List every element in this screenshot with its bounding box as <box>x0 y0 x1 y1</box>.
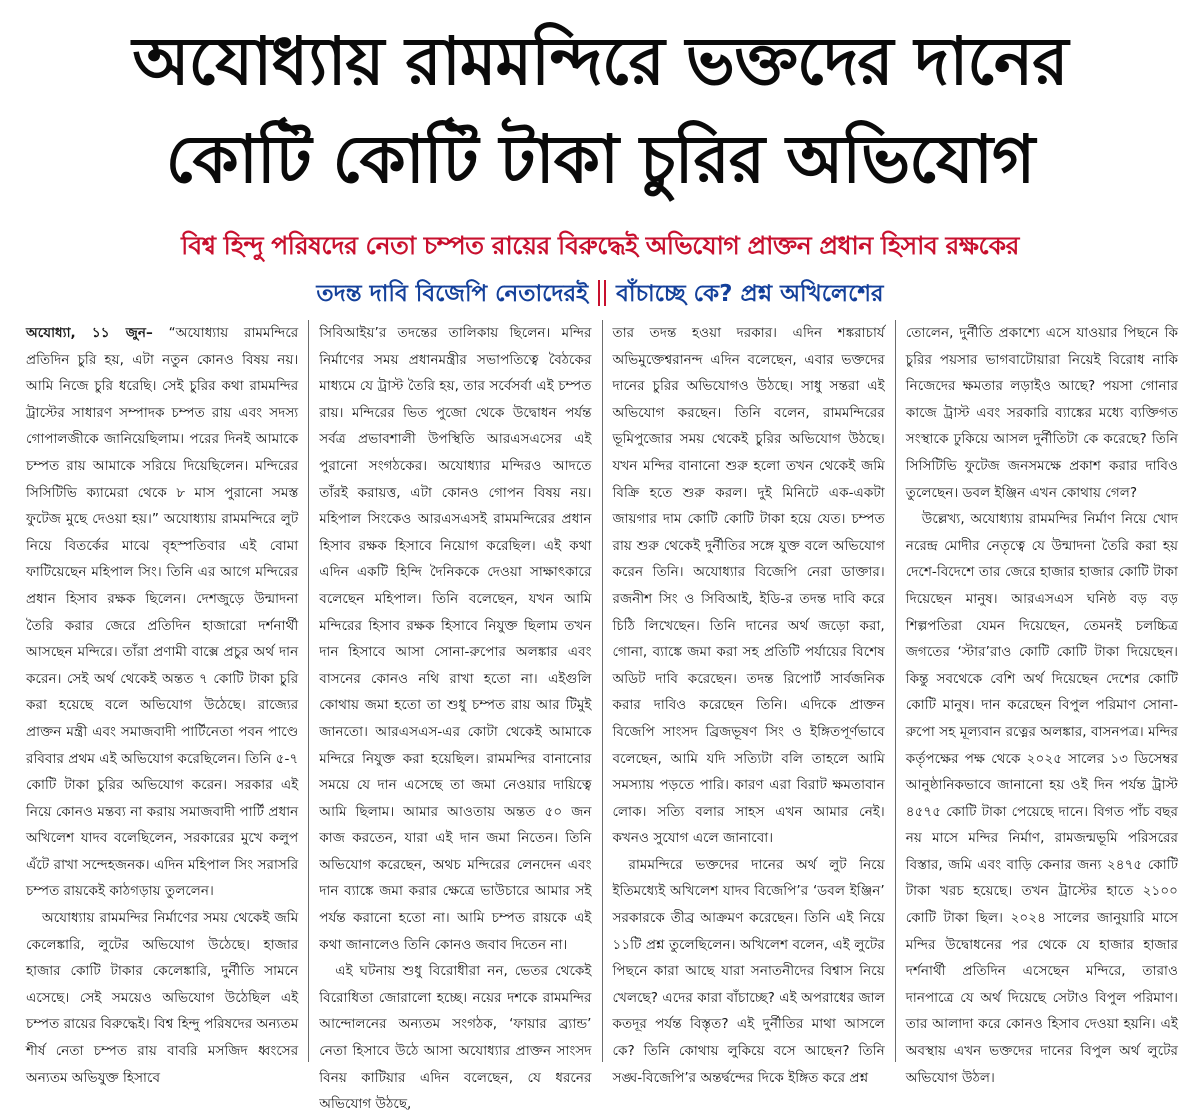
article-column-3 <box>602 320 895 1086</box>
tagline-divider <box>598 280 600 306</box>
tagline-left: তদন্ত দাবি বিজেপি নেতাদেরই <box>316 281 589 307</box>
subheadline: বিশ্ব হিন্দু পরিষদের নেতা চম্পত রায়ের বিরুদ্ধেই অভিযোগ প্রাক্তন প্রধান হিসাব রক্ষকের <box>181 231 1019 260</box>
article-paragraph: তোলেন, দুর্নীতি প্রকাশ্যে এসে যাওয়ার পিছনে কি চুরির পয়সার ভাগবাটোয়ারা নিয়েই বিরোধ নাকি নিজেদের ক্ষমতার লড়াইও আছে? পয়সা গোনার কাজে ট্রাস্ট এবং সরকারি ব্যাঙ্কের মধ্যে ব্যক্তিগত সংস্থাকে ঢুকিয়ে আসল দুর্নীতিটা কে করেছে? তিনি সিসিটিভি ফুটেজ জনসমক্ষে প্রকাশ করার দাবিও তুলেছেন। ডবল ইঞ্জিন এখন কোথায় গেল? <box>905 325 1178 501</box>
article-column-1 <box>16 320 308 1086</box>
dateline: অযোধ্যা, ১১ জুন– <box>26 325 153 341</box>
article-paragraph: সিবিআইয়’র তদন্তের তালিকায় ছিলেন। মন্দির নির্মাণের সময় প্রধানমন্ত্রীর সভাপতিত্বে বৈঠকের মাধ্যমে যে ট্রাস্ট তৈরি হয়, তার সর্বেসর্বা এই চম্পত রায়। মন্দিরের ভিত পুজো থেকে উদ্বোধন পর্যন্ত সর্বত্র প্রভাবশালী উপস্থিতি আরএসএসের এই পুরানো সংগঠকের। অযোধ্যার মন্দিরও আদতে তাঁরই করায়ত্ত, এটা কোনও গোপন বিষয় নয়। মহিপাল সিংকেও আরএসএসই রামমন্দিরের প্রধান হিসাব রক্ষক হিসাবে নিয়োগ করেছিল। এই কথা এদিন একটি হিন্দি দৈনিককে দেওয়া সাক্ষাৎকারে বলেছেন মহিপাল। তিনি বলেছেন, যখন আমি মন্দিরের হিসাব রক্ষক হিসাবে নিযুক্ত ছিলাম তখন দান হিসাবে আসা সোনা-রুপোর অলঙ্কার এবং বাসনের কোনও নথি রাখা হতো না। এইগুলি কোথায় জমা হতো তা শুধু চম্পত রায় আর টিমুই জানতো। আরএসএস-এর কোটা থেকেই আমাকে মন্দিরে নিযুক্ত করা হয়েছিল। রামমন্দির বানানোর সময়ে যে দান এসেছে তা জমা নেওয়ার দায়িত্বে আমি ছিলাম। আমার আওতায় অন্তত ৫০ জন কাজ করতেন, যারা এই দান জমা নিতেন। তিনি অভিযোগ করেছেন, অথচ মন্দিরের লেনদেন এবং দান ব্যাঙ্কে জমা করার ক্ষেত্রে ভাউচারে আমার সই পর্যন্ত করানো হতো না। আমি চম্পত রায়কে এই কথা জানালেও তিনি কোনও জবাব দিতেন না। <box>319 325 592 953</box>
article-paragraph: তার তদন্ত হওয়া দরকার। এদিন শঙ্করাচার্য অভিমুক্তেশ্বরানন্দ এদিন বলেছেন, এবার ভক্তদের দানের চুরির অভিযোগও উঠছে। সাধু সন্তরা এই অভিযোগ করছেন। তিনি বলেন, রামমন্দিরের ভূমিপুজোর সময় থেকেই চুরির অভিযোগ উঠছে। যখন মন্দির বানানো শুরু হলো তখন থেকেই জমি বিক্রি হতে শুরু করল। দুই মিনিটে এক-একটা জায়গার দাম কোটি কোটি টাকা হয়ে যেত। চম্পত রায় শুরু থেকেই দুর্নীতির সঙ্গে যুক্ত বলে অভিযোগ করেন তিনি। অযোধ্যার বিজেপি নেরা ডাক্তার। রজনীশ সিং ও সিবিআই, ইডি-র তদন্ত দাবি করে চিঠি লিখেছেন। তিনি দানের অর্থ জড়ো করা, গোনা, ব্যাঙ্কে জমা করা সহ প্রতিটি পর্যায়ের বিশেষ অডিট দাবি করেছেন। তদন্ত রিপোর্ট সার্বজনিক করার দাবিও করেছেন তিনি। এদিকে প্রাক্তন বিজেপি সাংসদ ব্রিজভূষণ সিং ও ইঙ্গিতপূর্ণভাবে বলেছেন, আমি যদি সত্যিটা বলি তাহলে আমি সমস্যায় পড়তে পারি। কারণ এরা বিরাট ক্ষমতাবান লোক। সত্যি বলার সাহস এখন আমার নেই। কখনও সুযোগ এলে জানাবো। <box>612 325 885 847</box>
headline-line-1: অযোধ্যায় রামমন্দিরে ভক্তদের দানের <box>132 23 1068 100</box>
article-paragraph <box>26 320 298 905</box>
article-paragraph: এই ঘটনায় শুধু বিরোধীরা নন, ভেতর থেকেই বিরোধিতা জোরালো হচ্ছে। নয়ের দশকে রামমন্দির আন্দোলনের অন্যতম সংগঠক, ‘ফায়ার ব্র্যান্ড’ নেতা হিসাবে উঠে আসা অযোধ্যার প্রাক্তন সাংসদ বিনয় কাটিয়ার এদিন বলেছেন, যে ধরনের অভিযোগ উঠছে, <box>319 963 592 1113</box>
tagline-right: বাঁচাচ্ছে কে? প্রশ্ন অখিলেশের <box>616 281 884 307</box>
tagline-divider <box>604 280 606 306</box>
article-paragraph: উল্লেখ্য, অযোধ্যায় রামমন্দির নির্মাণ নিয়ে খোদ নরেন্দ্র মোদীর নেতৃত্বে যে উন্মাদনা তৈরি করা হয় দেশে-বিদেশে তার জেরে হাজার হাজার কোটি টাকা দিয়েছেন মানুষ। আরএসএস ঘনিষ্ঠ বড় বড় শিল্পপতিরা যেমন দিয়েছেন, তেমনই চলচ্চিত্র জগতের ‘স্টার’রাও কোটি কোটি টাকা দিয়েছেন। কিন্তু সবথেকে বেশি অর্থ দিয়েছেন দেশের কোটি কোটি মানুষ। দান করেছেন বিপুল পরিমাণ সোনা-রুপো সহ মূল্যবান রত্নের অলঙ্কার, বাসনপত্র। মন্দির কর্তৃপক্ষের পক্ষ থেকে ২০২৫ সালের ১৩ ডিসেম্বর আনুষ্ঠানিকভাবে জানানো হয় ওই দিন পর্যন্ত ট্রাস্ট ৪৫৭৫ কোটি টাকা পেয়েছে দানে। বিগত পাঁচ বছর নয় মাসে মন্দির নির্মাণ, রামজন্মভূমি পরিসরের বিস্তার, জমি এবং বাড়ি কেনার জন্য ২৪৭৫ কোটি টাকা খরচ হয়েছে। তখন ট্রাস্টের হাতে ২১০০ কোটি টাকা ছিল। ২০২৪ সালের জানুয়ারি মাসে মন্দির উদ্বোধনের পর থেকে যে হাজার হাজার দর্শনার্থী প্রতিদিন এসেছেন মন্দিরে, তারাও দানপাত্রে যে অর্থ দিয়েছে সেটাও বিপুল পরিমাণ। তার আলাদা করে কোনও হিসাব দেওয়া হয়নি। এই অবস্থায় এখন ভক্তদের দানের বিপুল অর্থ লুটের অভিযোগ উঠল। <box>905 511 1178 1086</box>
article-column-2 <box>308 320 601 1113</box>
headline-line-2: কোটি কোটি টাকা চুরির অভিযোগ <box>165 121 1035 198</box>
article-body <box>16 320 1188 1113</box>
paragraph-text: “অযোধ্যায় রামমন্দিরে প্রতিদিন চুরি হয়, এটা নতুন কোনও বিষয় নয়। আমি নিজে চুরি ধরেছি। সেই চুরির কথা রামমন্দির ট্রাস্টের সাধারণ সম্পাদক চম্পত রায় এবং সদস্য গোপালজীকে জানিয়েছিলাম। পরের দিনই আমাকে চম্পত রায় আমাকে সরিয়ে দিয়েছিলেন। মন্দিরের সিসিটিভি ক্যামেরা থেকে ৮ মাস পুরানো সমস্ত ফুটেজ মুছে দেওয়া হয়।” অযোধ্যায় রামমন্দিরে লুট নিয়ে বিতর্কের মাঝে বৃহস্পতিবার এই বোমা ফাটিয়েছেন মহিপাল সিং। তিনি এর আগে মন্দিরের প্রধান হিসাব রক্ষক ছিলেন। দেশজুড়ে উন্মাদনা তৈরি করার জেরে প্রতিদিন হাজারো দর্শনার্থী আসছেন মন্দিরে। তাঁরা প্রণামী বাক্সে প্রচুর অর্থ দান করেন। সেই অর্থ থেকেই অন্তত ৭ কোটি টাকা চুরি করা হয়েছে বলে অভিযোগ উঠেছে। রাজ্যের প্রাক্তন মন্ত্রী এবং সমাজবাদী পার্টিনেতা পবন পাণ্ডে রবিবার প্রথম এই অভিযোগ করেছিলেন। তিনি ৫-৭ কোটি টাকা চুরির অভিযোগ করেন। সরকার এই নিয়ে কোনও মন্তব্য না করায় সমাজবাদী পার্টি প্রধান অখিলেশ যাদব বলেছিলেন, সরকারের মুখে কলুপ এঁটে রাখা সন্দেহজনক। এদিন মহিপাল সিং সরাসরি চম্পত রায়কেই কাঠগড়ায় তুললেন। <box>26 325 299 900</box>
article-column-4 <box>895 320 1188 1086</box>
article-paragraph: রামমন্দিরে ভক্তদের দানের অর্থ লুট নিয়ে ইতিমধ্যেই অখিলেশ যাদব বিজেপি’র ‘ডবল ইঞ্জিন’ সরকারকে তীব্র আক্রমণ করেছেন। তিনি এই নিয়ে ১১টি প্রশ্ন তুলেছিলেন। অখিলেশ বলেন, এই লুটের পিছনে কারা আছে যারা সনাতনীদের বিশ্বাস নিয়ে খেলছে? এদের কারা বাঁচাচ্ছে? এই অপরাধের জাল কতদূর পর্যন্ত বিস্তৃত? এই দুর্নীতির মাথা আসলে কে? তিনি কোথায় লুকিয়ে বসে আছেন? তিনি সঙ্ঘ-বিজেপি’র অন্তর্দ্বন্দের দিকে ইঙ্গিত করে প্রশ্ন <box>612 856 885 1086</box>
tagline <box>0 274 1200 314</box>
article-paragraph: অযোধ্যায় রামমন্দির নির্মাণের সময় থেকেই জমি কেলেঙ্কারি, লুটের অভিযোগ উঠেছে। হাজার হাজার কোটি টাকার কেলেঙ্কারি, দুর্নীতি সামনে এসেছে। সেই সময়েও অভিযোগ উঠেছিল এই চম্পত রায়ের বিরুদ্ধেই। বিশ্ব হিন্দু পরিষদের অন্যতম শীর্ষ নেতা চম্পত রায় বাবরি মসজিদ ধ্বংসের অন্যতম অভিযুক্ত হিসাবে <box>26 910 299 1086</box>
